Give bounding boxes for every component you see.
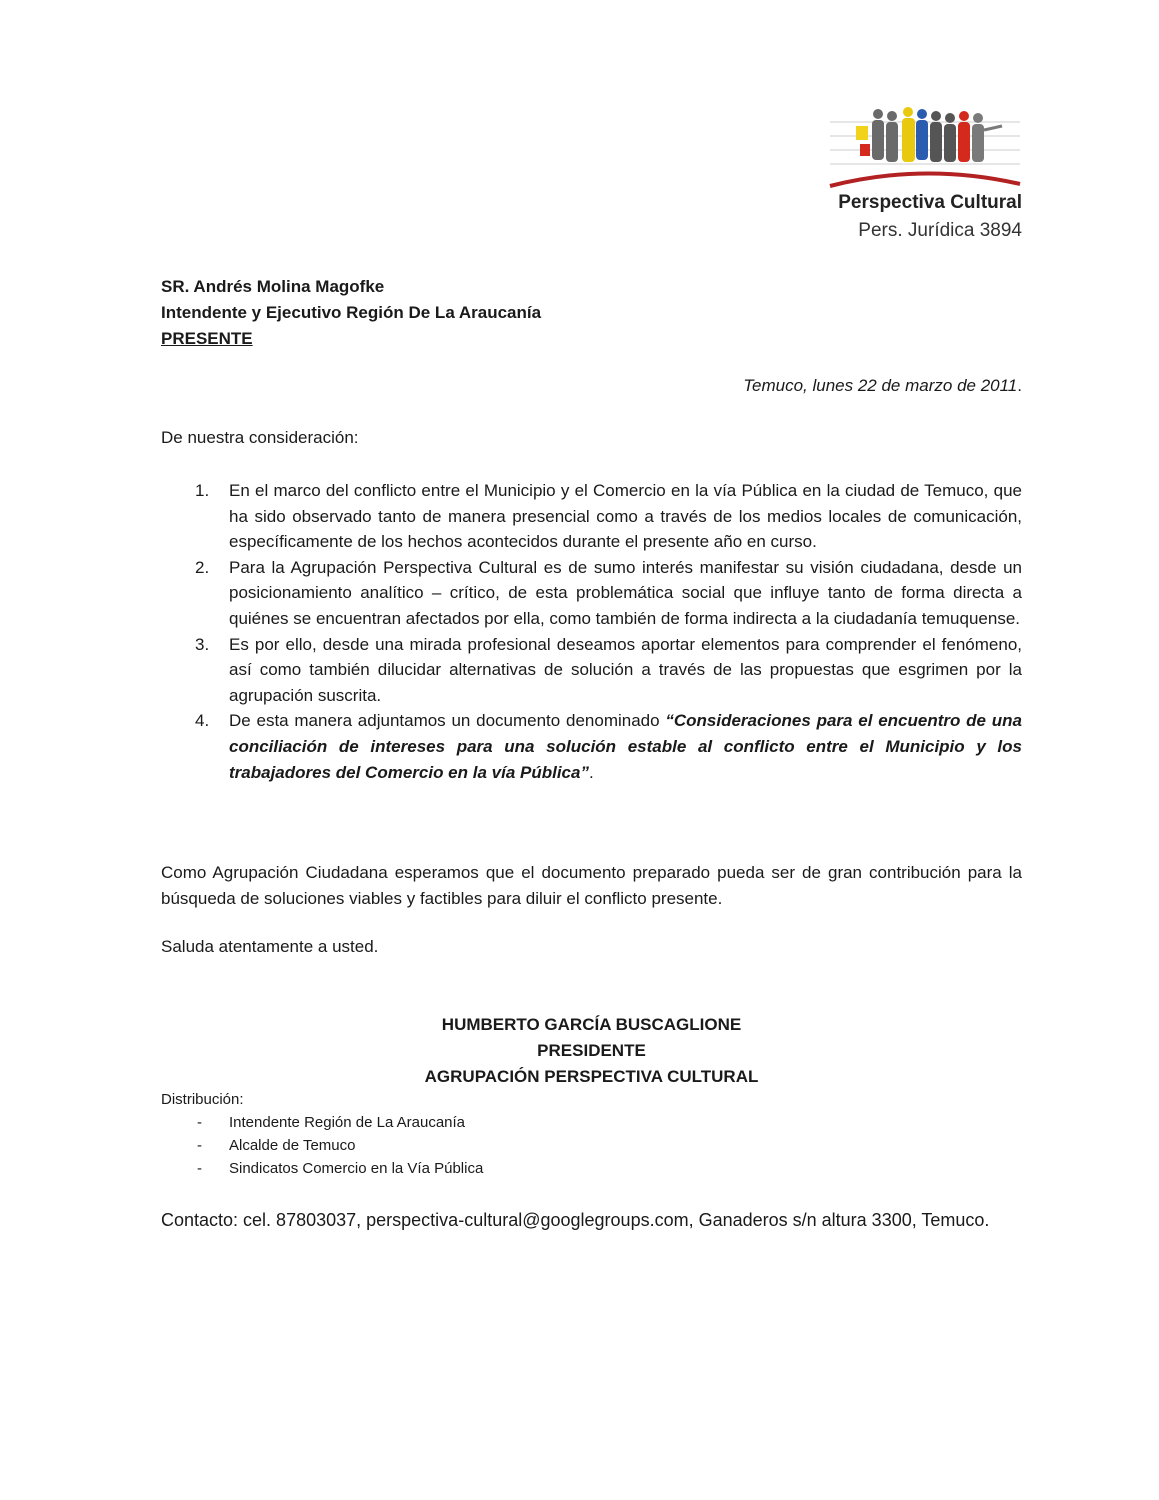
list-item-number: 1.	[195, 481, 210, 500]
numbered-list	[161, 478, 1022, 785]
closing-paragraph: Como Agrupación Ciudadana esperamos que el documento preparado pueda ser de gran contribución para la búsqueda de soluciones viables y factibles para diluir el conflicto presente.	[161, 863, 1022, 908]
recipient-name: SR. Andrés Molina Magofke	[161, 277, 385, 296]
signer-organization: AGRUPACIÓN PERSPECTIVA CULTURAL	[424, 1067, 759, 1086]
list-item	[161, 708, 1022, 785]
distribution-title: Distribución:	[161, 1091, 244, 1108]
list-item-tail: .	[588, 762, 594, 782]
list-item-number: 2.	[195, 557, 210, 577]
list-item-text: De esta manera adjuntamos un documento denominado	[229, 711, 666, 731]
recipient-title: Intendente y Ejecutivo Región De La Araucanía	[161, 303, 542, 322]
letter-date	[743, 376, 1022, 396]
document-title-quote: “Consideraciones para el encuentro de una conciliación de intereses para una solución estable al conflicto entre el Municipio y los trabajadores del Comercio en la vía Pública”	[229, 711, 1022, 782]
list-item-text: Es por ello, desde una mirada profesional deseamos aportar elementos para comprender el fenómeno, así como también dilucidar alternativas de solución a través de las propuestas que esgrimen por la agrupación suscrita.	[229, 634, 1022, 705]
regards-line: Saluda atentamente a usted.	[161, 937, 379, 956]
signer-name: HUMBERTO GARCÍA BUSCAGLIONE	[441, 1015, 742, 1034]
dash-bullet: -	[197, 1137, 202, 1154]
distribution-item	[161, 1134, 483, 1157]
list-item-number: 3.	[195, 634, 210, 654]
distribution-list	[161, 1111, 483, 1180]
distribution-item-text: Intendente Región de La Araucanía	[229, 1114, 466, 1131]
salutation: De nuestra consideración:	[161, 428, 359, 447]
organization-registration: Pers. Jurídica 3894	[858, 220, 1022, 241]
contact-info: Contacto: cel. 87803037, perspectiva-cultural@googlegroups.com, Ganaderos s/n altura 3300, Temuco.	[161, 1210, 990, 1230]
recipient-block	[161, 274, 541, 352]
dash-bullet: -	[197, 1160, 202, 1177]
list-item-text: En el marco del conflicto entre el Municipio y el Comercio en la vía Pública en la ciudad de Temuco, que ha sido observado tanto de manera presencial como a través de los medios locales de comunicación, específicamente de los hechos acontecidos durante el presente año en curso.	[229, 481, 1022, 552]
distribution-item	[161, 1157, 483, 1180]
signature-block	[161, 1012, 1022, 1090]
dash-bullet: -	[197, 1114, 202, 1131]
distribution-block	[161, 1089, 483, 1180]
list-item-text: Para la Agrupación Perspectiva Cultural es de sumo interés manifestar su visión ciudadana, desde un posicionamiento analítico – crítico, de esta problemática social que influye tanto de forma directa a quiénes se encuentran afectados por ella, como también de forma indirecta a la ciudadanía temuquense.	[229, 557, 1022, 628]
list-item	[161, 632, 1022, 709]
organization-name: Perspectiva Cultural	[838, 192, 1022, 213]
date-period: .	[1017, 376, 1022, 395]
signer-role: PRESIDENTE	[537, 1041, 646, 1060]
distribution-item-text: Alcalde de Temuco	[229, 1137, 356, 1154]
list-item	[161, 555, 1022, 632]
distribution-item	[161, 1111, 483, 1134]
figures-group-logo-icon	[826, 104, 1022, 192]
list-item-number: 4.	[195, 711, 210, 731]
list-item	[161, 478, 1022, 555]
date-text: Temuco, lunes 22 de marzo de 2011	[743, 376, 1018, 395]
distribution-item-text: Sindicatos Comercio en la Vía Pública	[229, 1160, 484, 1177]
recipient-present: PRESENTE	[161, 329, 253, 348]
